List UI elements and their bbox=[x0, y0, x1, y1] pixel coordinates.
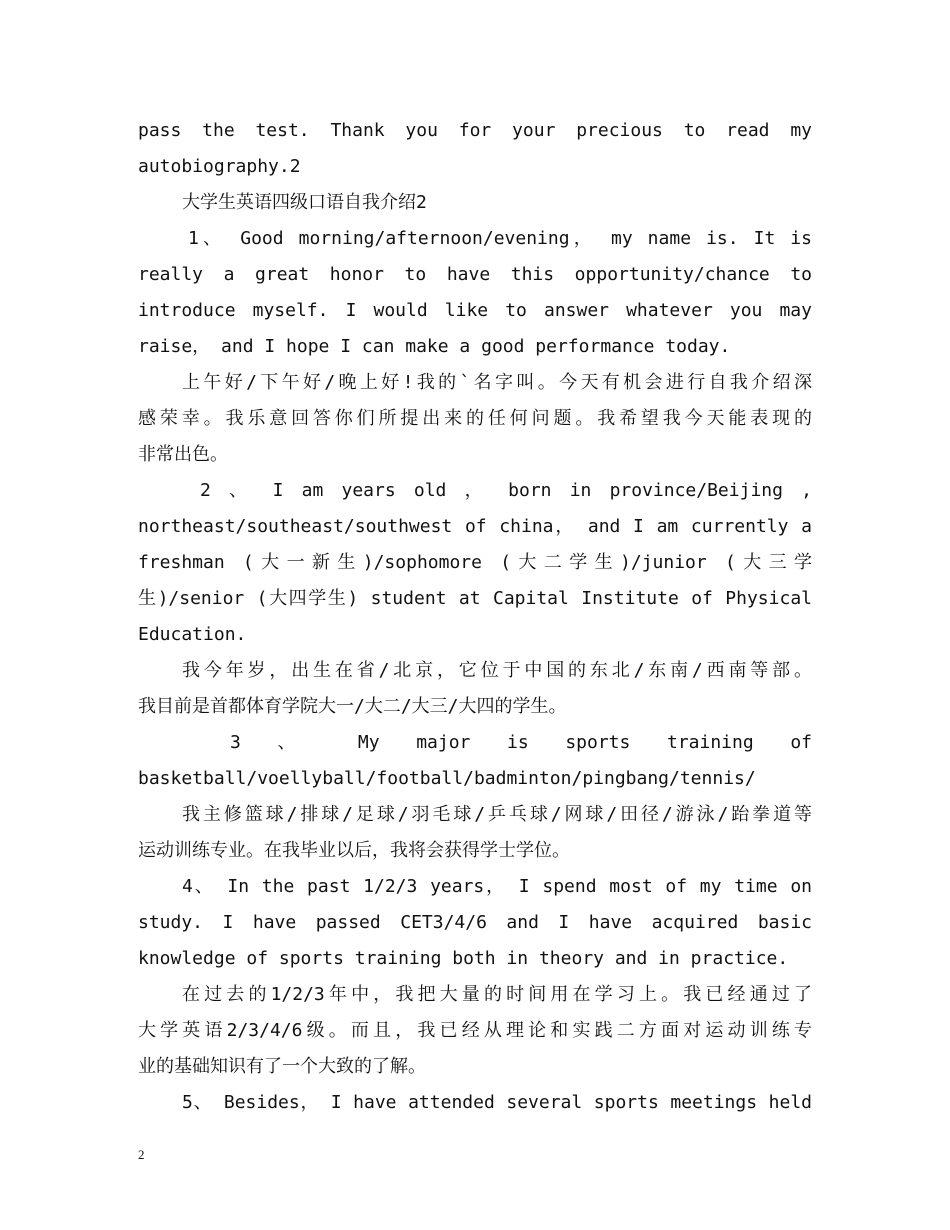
text-line: pass the test. Thank you for your precious to read my bbox=[138, 120, 812, 141]
text-line: 1、 Good morning/afternoon/evening， my name is. It is bbox=[188, 228, 812, 249]
section-heading: 大学生英语四级口语自我介绍2 bbox=[182, 192, 427, 213]
text-line: 业的基础知识有了一个大致的了解。 bbox=[138, 1056, 426, 1077]
text-line: 我目前是首都体育学院大一/大二/大三/大四的学生。 bbox=[138, 696, 567, 717]
text-line: autobiography.2 bbox=[138, 156, 301, 177]
text-line: raise， and I hope I can make a good performance today. bbox=[138, 336, 731, 357]
text-line: basketball/voellyball/football/badminton/pingbang/tennis/ bbox=[138, 768, 756, 789]
text-line: 2 、 I am years old ， born in province/Beijing , bbox=[200, 480, 812, 501]
text-line: northeast/southeast/southwest of china， and I am currently a bbox=[138, 516, 812, 537]
text-line: 4、 In the past 1/2/3 years， I spend most of my time on bbox=[182, 876, 812, 897]
text-line: 3 、 My major is sports training of bbox=[230, 732, 812, 753]
text-line: 我主修篮球/排球/足球/羽毛球/乒乓球/网球/田径/游泳/跆拳道等 bbox=[182, 804, 812, 825]
text-line: freshman (大一新生)/sophomore (大二学生)/junior (大三学 bbox=[138, 552, 812, 573]
body-text bbox=[138, 113, 812, 1121]
text-line: really a great honor to have this opportunity/chance to bbox=[138, 264, 812, 285]
text-line: 我今年岁，出生在省/北京，它位于中国的东北/东南/西南等部。 bbox=[182, 660, 812, 681]
text-line: 运动训练专业。在我毕业以后，我将会获得学士学位。 bbox=[138, 840, 570, 861]
text-line: Education. bbox=[138, 624, 247, 645]
text-line: introduce myself. I would like to answer whatever you may bbox=[138, 300, 812, 321]
text-line: 上午好/下午好/晚上好!我的`名字叫。今天有机会进行自我介绍深 bbox=[182, 372, 812, 393]
text-line: 感荣幸。我乐意回答你们所提出来的任何问题。我希望我今天能表现的 bbox=[138, 408, 812, 429]
page-number: 2 bbox=[138, 1147, 145, 1162]
text-line: 生)/senior (大四学生) student at Capital Institute of Physical bbox=[138, 588, 812, 609]
text-line: 5、 Besides， I have attended several sports meetings held bbox=[182, 1092, 812, 1113]
text-line: study. I have passed CET3/4/6 and I have acquired basic bbox=[138, 912, 812, 933]
text-line: 非常出色。 bbox=[138, 444, 228, 465]
text-line: 大学英语2/3/4/6级。而且，我已经从理论和实践二方面对运动训练专 bbox=[138, 1020, 812, 1041]
text-line: knowledge of sports training both in theory and in practice. bbox=[138, 948, 789, 969]
text-line: 在过去的1/2/3年中，我把大量的时间用在学习上。我已经通过了 bbox=[182, 984, 812, 1005]
